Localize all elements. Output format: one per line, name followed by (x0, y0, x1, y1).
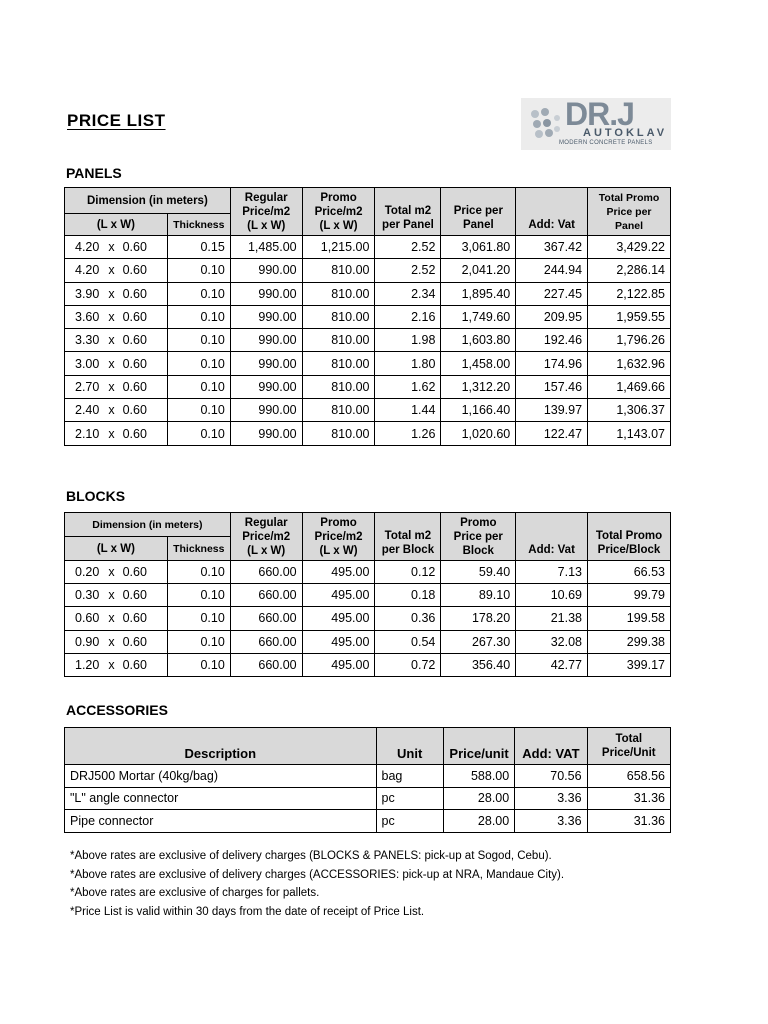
dim-x: x (108, 356, 115, 371)
dim-x: x (108, 240, 115, 255)
panels-row (65, 305, 671, 328)
accessories-cell: pc (376, 787, 443, 810)
panels-total-promo-header: Total Promo Price per Panel (588, 188, 671, 236)
dim-length: 4.20 (75, 263, 100, 278)
dim-length: 3.90 (75, 286, 100, 301)
accessories-cell: 3.36 (515, 810, 587, 833)
logo-brand: DR.J (565, 96, 634, 132)
blocks-cell: 495.00 (302, 584, 375, 607)
panels-cell: 0.10 (167, 305, 230, 328)
blocks-row (65, 584, 671, 607)
blocks-heading: BLOCKS (66, 488, 126, 504)
blocks-row (65, 653, 671, 676)
dim-width: 0.60 (122, 611, 147, 626)
panels-heading: PANELS (66, 165, 122, 181)
dim-x: x (108, 286, 115, 301)
panels-cell: 990.00 (230, 305, 302, 328)
blocks-row (65, 630, 671, 653)
dim-x: x (108, 565, 115, 580)
dim-length: 0.30 (75, 588, 100, 603)
blocks-cell: 0.10 (167, 630, 230, 653)
blocks-total-promo-header: Total Promo Price/Block (588, 513, 671, 561)
panels-cell: 1,306.37 (588, 399, 671, 422)
blocks-cell: 495.00 (302, 607, 375, 630)
dim-width: 0.60 (122, 657, 147, 672)
note-3: *Above rates are exclusive of charges for pallets. (70, 887, 320, 899)
accessories-cell: 28.00 (443, 787, 514, 810)
accessories-row (65, 810, 671, 833)
blocks-cell: 0.10 (167, 584, 230, 607)
dim-width: 0.60 (122, 426, 147, 441)
blocks-cell: 495.00 (302, 630, 375, 653)
accessories-row (65, 787, 671, 810)
blocks-cell: 267.30 (441, 630, 516, 653)
panels-cell: 810.00 (302, 329, 375, 352)
dim-length: 2.70 (75, 379, 100, 394)
dim-x: x (108, 263, 115, 278)
panels-cell: 192.46 (516, 329, 588, 352)
panels-cell: 1,166.40 (441, 399, 516, 422)
dim-x: x (108, 611, 115, 626)
blocks-cell: 0.10 (167, 653, 230, 676)
blocks-cell: 0.10 (167, 607, 230, 630)
blocks-cell: 660.00 (230, 584, 302, 607)
blocks-dimension-header: Dimension (in meters) (65, 513, 231, 537)
dim-width: 0.60 (122, 310, 147, 325)
panels-cell: 0.10 (167, 375, 230, 398)
blocks-total-m2-header: Total m2 per Block (375, 513, 441, 561)
panels-cell: 2,041.20 (441, 259, 516, 282)
panels-cell: 1,215.00 (302, 236, 375, 259)
panels-cell: 1,485.00 (230, 236, 302, 259)
dim-length: 0.90 (75, 634, 100, 649)
blocks-lxw-header: (L x W) (65, 537, 168, 561)
note-2: *Above rates are exclusive of delivery charges (ACCESSORIES: pick-up at NRA, Mandaue City). (70, 868, 565, 881)
blocks-cell: 42.77 (516, 653, 588, 676)
blocks-dimension-cell (65, 630, 168, 653)
panels-cell: 810.00 (302, 305, 375, 328)
accessories-heading: ACCESSORIES (66, 702, 168, 718)
blocks-cell: 0.36 (375, 607, 441, 630)
panels-cell: 990.00 (230, 329, 302, 352)
panels-cell: 227.45 (516, 282, 588, 305)
dim-width: 0.60 (122, 286, 147, 301)
blocks-promo-header: Promo Price/m2 (L x W) (302, 513, 375, 561)
panels-cell: 367.42 (516, 236, 588, 259)
panels-cell: 990.00 (230, 422, 302, 445)
dim-length: 3.00 (75, 356, 100, 371)
dim-width: 0.60 (122, 403, 147, 418)
blocks-cell: 32.08 (516, 630, 588, 653)
panels-cell: 122.47 (516, 422, 588, 445)
panels-cell: 1,632.96 (588, 352, 671, 375)
panels-cell: 990.00 (230, 375, 302, 398)
panels-cell: 1.44 (375, 399, 441, 422)
panels-cell: 3,429.22 (588, 236, 671, 259)
dim-x: x (108, 379, 115, 394)
dim-length: 4.20 (75, 240, 100, 255)
accessories-cell: 31.36 (587, 810, 670, 833)
panels-row (65, 422, 671, 445)
blocks-row (65, 607, 671, 630)
accessories-cell: 31.36 (587, 787, 670, 810)
logo-subtitle: AUTOKLAV (583, 127, 668, 139)
panels-dimension-cell (65, 375, 168, 398)
panels-cell: 1.26 (375, 422, 441, 445)
blocks-table (64, 512, 671, 677)
panels-dimension-cell (65, 352, 168, 375)
panels-cell: 810.00 (302, 259, 375, 282)
panels-cell: 810.00 (302, 352, 375, 375)
dim-width: 0.60 (122, 379, 147, 394)
panels-cell: 0.10 (167, 422, 230, 445)
panels-row (65, 329, 671, 352)
panels-dimension-cell (65, 399, 168, 422)
panels-cell: 2.52 (375, 236, 441, 259)
dim-length: 3.30 (75, 333, 100, 348)
blocks-cell: 99.79 (588, 584, 671, 607)
panels-cell: 810.00 (302, 375, 375, 398)
blocks-cell: 199.58 (588, 607, 671, 630)
dim-length: 0.60 (75, 611, 100, 626)
blocks-cell: 299.38 (588, 630, 671, 653)
panels-row (65, 236, 671, 259)
blocks-regular-header: Regular Price/m2 (L x W) (230, 513, 302, 561)
panels-cell: 0.15 (167, 236, 230, 259)
accessories-cell: 70.56 (515, 765, 587, 788)
blocks-cell: 660.00 (230, 607, 302, 630)
dim-width: 0.60 (122, 565, 147, 580)
dim-x: x (108, 403, 115, 418)
panels-cell: 1,469.66 (588, 375, 671, 398)
panels-dimension-cell (65, 259, 168, 282)
panels-cell: 1,959.55 (588, 305, 671, 328)
panels-cell: 2,286.14 (588, 259, 671, 282)
panels-promo-header: Promo Price/m2 (L x W) (302, 188, 375, 236)
panels-dimension-cell (65, 422, 168, 445)
panels-regular-header: Regular Price/m2 (L x W) (230, 188, 302, 236)
blocks-cell: 399.17 (588, 653, 671, 676)
note-1: *Above rates are exclusive of delivery charges (BLOCKS & PANELS: pick-up at Sogod, Cebu). (70, 850, 552, 862)
note-4: *Price List is valid within 30 days from the date of receipt of Price List. (70, 905, 425, 918)
dim-x: x (108, 310, 115, 325)
blocks-cell: 0.12 (375, 561, 441, 584)
accessories-cell: Pipe connector (65, 810, 377, 833)
panels-row (65, 399, 671, 422)
panels-cell: 1,603.80 (441, 329, 516, 352)
dim-width: 0.60 (122, 263, 147, 278)
blocks-cell: 660.00 (230, 630, 302, 653)
logo-tagline: MODERN CONCRETE PANELS (559, 140, 653, 146)
panels-cell: 2,122.85 (588, 282, 671, 305)
accessories-cell: 658.56 (587, 765, 670, 788)
panels-cell: 209.95 (516, 305, 588, 328)
accessories-cell: "L" angle connector (65, 787, 377, 810)
acc-price-header: Price/unit (443, 728, 514, 765)
dim-x: x (108, 588, 115, 603)
blocks-price-per-header: Promo Price per Block (441, 513, 516, 561)
panels-cell: 810.00 (302, 282, 375, 305)
logo-dots-icon (527, 104, 567, 144)
panels-cell: 174.96 (516, 352, 588, 375)
panels-cell: 0.10 (167, 282, 230, 305)
dim-length: 2.10 (75, 426, 100, 441)
panels-cell: 1,749.60 (441, 305, 516, 328)
panels-cell: 1,143.07 (588, 422, 671, 445)
acc-unit-header: Unit (376, 728, 443, 765)
panels-cell: 0.10 (167, 259, 230, 282)
blocks-cell: 495.00 (302, 653, 375, 676)
blocks-cell: 660.00 (230, 653, 302, 676)
dim-width: 0.60 (122, 634, 147, 649)
dim-x: x (108, 657, 115, 672)
blocks-cell: 495.00 (302, 561, 375, 584)
panels-price-per-header: Price per Panel (441, 188, 516, 236)
panels-cell: 990.00 (230, 282, 302, 305)
dim-x: x (108, 426, 115, 441)
blocks-cell: 66.53 (588, 561, 671, 584)
dim-length: 1.20 (75, 657, 100, 672)
panels-thickness-header: Thickness (167, 214, 230, 236)
accessories-cell: DRJ500 Mortar (40kg/bag) (65, 765, 377, 788)
accessories-table (64, 727, 671, 833)
panels-vat-header: Add: Vat (516, 188, 588, 236)
panels-cell: 1,895.40 (441, 282, 516, 305)
dim-width: 0.60 (122, 356, 147, 371)
panels-cell: 244.94 (516, 259, 588, 282)
blocks-dimension-cell (65, 653, 168, 676)
acc-vat-header: Add: VAT (515, 728, 587, 765)
dim-x: x (108, 634, 115, 649)
blocks-cell: 0.54 (375, 630, 441, 653)
panels-cell: 2.16 (375, 305, 441, 328)
panels-cell: 810.00 (302, 399, 375, 422)
acc-total-header: Total Price/Unit (587, 728, 670, 765)
panels-cell: 990.00 (230, 259, 302, 282)
panels-cell: 1,796.26 (588, 329, 671, 352)
panels-cell: 2.52 (375, 259, 441, 282)
panels-cell: 0.10 (167, 399, 230, 422)
panels-dimension-cell (65, 329, 168, 352)
accessories-cell: bag (376, 765, 443, 788)
panels-cell: 1.62 (375, 375, 441, 398)
panels-table (64, 187, 671, 446)
accessories-cell: 3.36 (515, 787, 587, 810)
dim-width: 0.60 (122, 588, 147, 603)
accessories-cell: 28.00 (443, 810, 514, 833)
panels-cell: 0.10 (167, 329, 230, 352)
panels-cell: 990.00 (230, 352, 302, 375)
blocks-cell: 0.10 (167, 561, 230, 584)
panels-cell: 1,458.00 (441, 352, 516, 375)
panels-cell: 1.98 (375, 329, 441, 352)
blocks-cell: 89.10 (441, 584, 516, 607)
accessories-row (65, 765, 671, 788)
panels-dimension-cell (65, 236, 168, 259)
dim-width: 0.60 (122, 333, 147, 348)
dim-length: 0.20 (75, 565, 100, 580)
blocks-thickness-header: Thickness (167, 537, 230, 561)
panels-total-m2-header: Total m2 per Panel (375, 188, 441, 236)
blocks-cell: 0.72 (375, 653, 441, 676)
blocks-cell: 7.13 (516, 561, 588, 584)
blocks-cell: 59.40 (441, 561, 516, 584)
blocks-dimension-cell (65, 607, 168, 630)
dim-width: 0.60 (122, 240, 147, 255)
blocks-vat-header: Add: Vat (516, 513, 588, 561)
page-title: PRICE LIST (67, 111, 166, 130)
panels-row (65, 282, 671, 305)
acc-description-header: Description (65, 728, 377, 765)
blocks-dimension-cell (65, 584, 168, 607)
panels-cell: 810.00 (302, 422, 375, 445)
blocks-dimension-cell (65, 561, 168, 584)
panels-dimension-cell (65, 305, 168, 328)
blocks-cell: 10.69 (516, 584, 588, 607)
blocks-cell: 21.38 (516, 607, 588, 630)
panels-row (65, 259, 671, 282)
dim-x: x (108, 333, 115, 348)
panels-cell: 0.10 (167, 352, 230, 375)
panels-row (65, 352, 671, 375)
panels-cell: 1.80 (375, 352, 441, 375)
dim-length: 2.40 (75, 403, 100, 418)
blocks-row (65, 561, 671, 584)
blocks-cell: 356.40 (441, 653, 516, 676)
dim-length: 3.60 (75, 310, 100, 325)
accessories-cell: pc (376, 810, 443, 833)
panels-lxw-header: (L x W) (65, 214, 168, 236)
panels-cell: 139.97 (516, 399, 588, 422)
panels-cell: 1,020.60 (441, 422, 516, 445)
blocks-cell: 660.00 (230, 561, 302, 584)
panels-cell: 1,312.20 (441, 375, 516, 398)
panels-cell: 3,061.80 (441, 236, 516, 259)
blocks-cell: 178.20 (441, 607, 516, 630)
panels-cell: 990.00 (230, 399, 302, 422)
panels-cell: 2.34 (375, 282, 441, 305)
accessories-cell: 588.00 (443, 765, 514, 788)
footnotes (70, 847, 564, 921)
panels-cell: 157.46 (516, 375, 588, 398)
panels-dimension-header: Dimension (in meters) (65, 188, 231, 214)
panels-dimension-cell (65, 282, 168, 305)
blocks-cell: 0.18 (375, 584, 441, 607)
panels-row (65, 375, 671, 398)
company-logo (521, 98, 671, 150)
